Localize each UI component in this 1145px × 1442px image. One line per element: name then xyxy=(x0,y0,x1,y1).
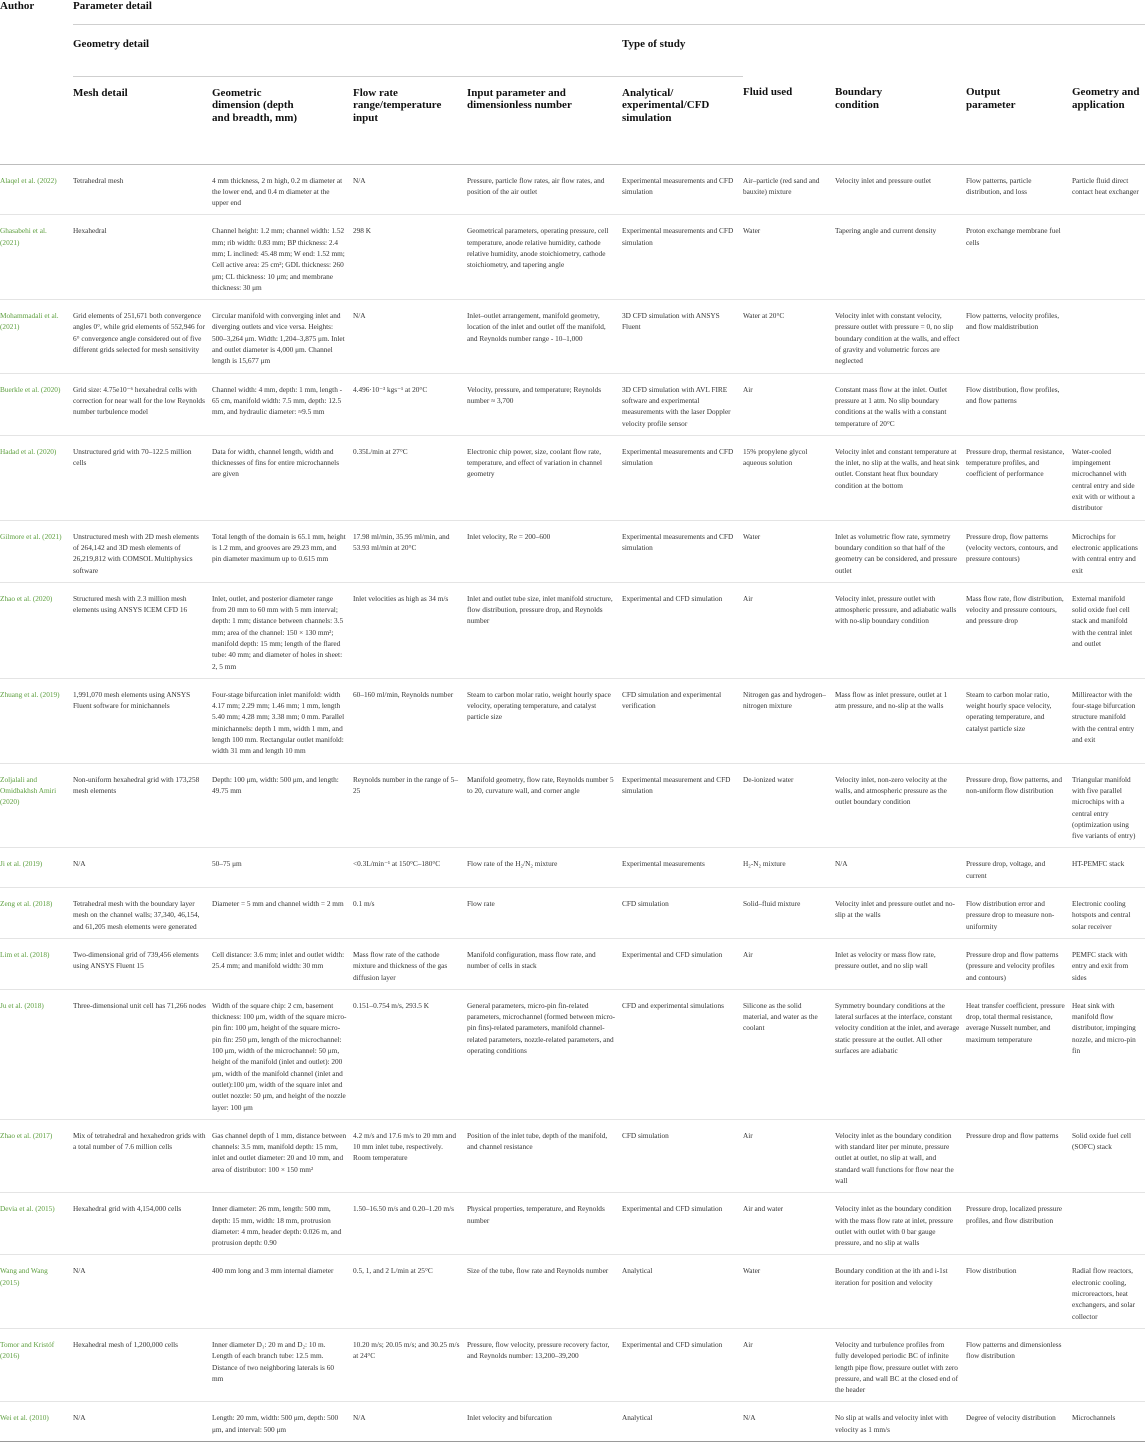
geometry-cell: Four-stage bifurcation inlet manifold: width 4.17 mm; 2.29 mm; 1.46 mm; 1 mm, length 5.40 mm; 4.28 mm; 3.38 mm; 0 mm. Parallel minichannels: depth 1 mm, width 1 mm, and length 100 mm. Rectangular outlet manifold: width 31 mm and length 10 mm xyxy=(212,678,353,763)
author-cell[interactable]: Ghasabehi et al. (2021) xyxy=(0,215,73,300)
fluid-cell: Air and water xyxy=(743,1193,835,1255)
boundary-condition-cell: Velocity inlet and pressure outlet and no-slip at the walls xyxy=(835,888,966,939)
mesh-cell: Grid size: 4.75e10⁻⁶ hexahedral cells with correction for near wall for the low Reynolds number turbulence model xyxy=(73,373,212,435)
table-row xyxy=(0,435,1145,520)
author-cell[interactable]: Mohammadali et al. (2021) xyxy=(0,300,73,373)
study-type-cell: CFD simulation and experimental verification xyxy=(622,678,743,763)
table-row xyxy=(0,300,1145,373)
boundary-condition-cell: Constant mass flow at the inlet. Outlet pressure at 1 atm. No slip boundary conditions at the walls with a constant temperature of 20°C xyxy=(835,373,966,435)
application-cell: Electronic cooling hotspots and central solar receiver xyxy=(1072,888,1145,939)
table-row xyxy=(0,582,1145,678)
study-type-cell: Experimental measurements and CFD simulation xyxy=(622,435,743,520)
geometry-cell: Inner diameter: 26 mm, length: 500 mm, depth: 15 mm, width: 18 mm, protrusion diameter: 4 mm, header depth: 0.026 m, and protrusion depth: 0.90 xyxy=(212,1193,353,1255)
geometry-cell: Width of the square chip: 2 cm, basement thickness: 100 μm, width of the square micro-pin fin: 100 μm, height of the square micro-pin fin: 250 μm, length of the microchannel: 100 μm, width of the microchannel: 50 μm, height of the manifold (inlet and outlet): 200 μm, width of the manifold channel (inlet and outlet):100 μm, width of the square inlet and outlet nozzle: 50 μm, and height of the nozzle layer: 100 μm xyxy=(212,989,353,1119)
fluid-cell: Water xyxy=(743,1255,835,1328)
flow-rate-cell: 298 K xyxy=(353,215,467,300)
output-cell: Pressure drop, thermal resistance, temperature profiles, and coefficient of performance xyxy=(966,435,1072,520)
flow-rate-cell: <0.3L/min⁻¹ at 150°C–180°C xyxy=(353,848,467,888)
output-cell: Pressure drop, flow patterns (velocity vectors, contours, and pressure contours) xyxy=(966,520,1072,582)
author-cell[interactable]: Zhao et al. (2020) xyxy=(0,582,73,678)
author-cell[interactable]: Zhuang et al. (2019) xyxy=(0,678,73,763)
study-type-cell: Experimental measurements and CFD simulation xyxy=(622,164,743,215)
fluid-cell: Air–particle (red sand and bauxite) mixture xyxy=(743,164,835,215)
output-cell: Pressure drop and flow patterns (pressure and velocity profiles and contours) xyxy=(966,938,1072,989)
table-row xyxy=(0,678,1145,763)
output-cell: Flow distribution xyxy=(966,1255,1072,1328)
output-cell: Flow distribution, flow profiles, and flow patterns xyxy=(966,373,1072,435)
table-row xyxy=(0,989,1145,1119)
fluid-cell: Solid–fluid mixture xyxy=(743,888,835,939)
col-header-boundary-condition: Boundary condition xyxy=(835,76,966,164)
input-parameter-cell: Manifold configuration, mass flow rate, and number of cells in stack xyxy=(467,938,622,989)
flow-rate-cell: 60–160 ml/min, Reynolds number xyxy=(353,678,467,763)
study-type-cell: Experimental measurements and CFD simulation xyxy=(622,520,743,582)
input-parameter-cell: Physical properties, temperature, and Reynolds number xyxy=(467,1193,622,1255)
col-header-output: Output parameter xyxy=(966,76,1072,164)
study-type-cell: Experimental and CFD simulation xyxy=(622,1328,743,1401)
geometry-cell: 50–75 μm xyxy=(212,848,353,888)
study-type-cell: CFD and experimental simulations xyxy=(622,989,743,1119)
input-parameter-cell: Pressure, flow velocity, pressure recovery factor, and Reynolds number: 13,200–39,200 xyxy=(467,1328,622,1401)
input-parameter-cell: Inlet–outlet arrangement, manifold geometry, location of the inlet and outlet off the manifold, and Reynolds number range - 10–1,000 xyxy=(467,300,622,373)
input-parameter-cell: Steam to carbon molar ratio, weight hourly space velocity, operating temperature, and catalyst particle size xyxy=(467,678,622,763)
mesh-cell: Tetrahedral mesh with the boundary layer mesh on the channel walls; 37,340, 46,154, and 61,205 mesh elements were generated xyxy=(73,888,212,939)
study-type-cell: Analytical xyxy=(622,1255,743,1328)
input-parameter-cell: Position of the inlet tube, depth of the manifold, and channel resistance xyxy=(467,1119,622,1192)
col-header-input-parameter: Input parameter and dimensionless number xyxy=(467,76,622,164)
mesh-cell: Mix of tetrahedral and hexahedron grids with a total number of 7.6 million cells xyxy=(73,1119,212,1192)
flow-rate-cell: 17.98 ml/min, 35.95 ml/min, and 53.93 ml/min at 20°C xyxy=(353,520,467,582)
fluid-cell: N/A xyxy=(743,1402,835,1442)
col-header-study-type: Analytical/ experimental/CFD simulation xyxy=(622,76,743,164)
fluid-cell: Air xyxy=(743,938,835,989)
application-cell: Millireactor with the four-stage bifurcation structure manifold with the central entry and exit xyxy=(1072,678,1145,763)
study-type-cell: Analytical xyxy=(622,1402,743,1442)
boundary-condition-cell: Velocity inlet as the boundary condition with the mass flow rate at inlet, pressure outlet with outlet with 0 bar gauge pressure, and no slip at walls xyxy=(835,1193,966,1255)
flow-rate-cell: 0.35L/min at 27°C xyxy=(353,435,467,520)
output-cell: Pressure drop, voltage, and current xyxy=(966,848,1072,888)
author-cell[interactable]: Hadad et al. (2020) xyxy=(0,435,73,520)
study-type-cell: Experimental and CFD simulation xyxy=(622,938,743,989)
study-type-cell: Experimental and CFD simulation xyxy=(622,582,743,678)
study-type-cell: Experimental measurements and CFD simulation xyxy=(622,215,743,300)
header-row-3 xyxy=(0,76,1145,164)
flow-rate-cell: 0.1 m/s xyxy=(353,888,467,939)
flow-rate-cell: N/A xyxy=(353,300,467,373)
author-cell[interactable]: Gilmore et al. (2021) xyxy=(0,520,73,582)
application-cell: Radial flow reactors, electronic cooling, microreactors, heat exchangers, and solar collector xyxy=(1072,1255,1145,1328)
mesh-cell: Hexahedral mesh of 1,200,000 cells xyxy=(73,1328,212,1401)
boundary-condition-cell: No slip at walls and velocity inlet with velocity as 1 mm/s xyxy=(835,1402,966,1442)
author-cell[interactable]: Zoljalali and Omidbakhsh Amiri (2020) xyxy=(0,763,73,848)
fluid-cell: Water xyxy=(743,520,835,582)
geometry-cell: Data for width, channel length, width and thicknesses of fins for entire microchannels are given xyxy=(212,435,353,520)
type-of-study-header: Type of study xyxy=(622,37,686,50)
parameter-detail-header: Parameter detail xyxy=(73,0,1145,24)
input-parameter-cell: Inlet and outlet tube size, inlet manifold structure, flow distribution, pressure drop, and Reynolds number xyxy=(467,582,622,678)
mesh-cell: Two-dimensional grid of 739,456 elements using ANSYS Fluent 15 xyxy=(73,938,212,989)
mesh-cell: Tetrahedral mesh xyxy=(73,164,212,215)
application-cell: PEMFC stack with entry and exit from sides xyxy=(1072,938,1145,989)
col-header-flow-rate: Flow rate range/temperature input xyxy=(353,76,467,164)
boundary-condition-cell: Velocity inlet, pressure outlet with atmospheric pressure, and adiabatic walls with no-slip boundary condition xyxy=(835,582,966,678)
fluid-cell: 15% propylene glycol aqueous solution xyxy=(743,435,835,520)
application-cell: Particle fluid direct contact heat exchanger xyxy=(1072,164,1145,215)
table-body xyxy=(0,164,1145,1442)
boundary-condition-cell: Inlet as volumetric flow rate, symmetry boundary condition so that half of the geometry can be considered, and pressure outlet xyxy=(835,520,966,582)
application-cell: Triangular manifold with five parallel microchips with a central entry (optimization using five variants of entry) xyxy=(1072,763,1145,848)
application-cell xyxy=(1072,373,1145,435)
fluid-cell: Air xyxy=(743,373,835,435)
boundary-condition-cell: Velocity inlet and pressure outlet xyxy=(835,164,966,215)
col-header-fluid: Fluid used xyxy=(743,76,835,164)
mesh-cell: N/A xyxy=(73,1255,212,1328)
header-row-2 xyxy=(0,24,1145,76)
input-parameter-cell: Electronic chip power, size, coolant flow rate, temperature, and effect of variation in channel geometry xyxy=(467,435,622,520)
table-row xyxy=(0,215,1145,300)
output-cell: Pressure drop and flow patterns xyxy=(966,1119,1072,1192)
flow-rate-cell: N/A xyxy=(353,1402,467,1442)
fluid-cell: H₂-N₂ mixture xyxy=(743,848,835,888)
application-cell: Water-cooled impingement microchannel with central entry and side exit with or without a distributor xyxy=(1072,435,1145,520)
study-type-cell: CFD simulation xyxy=(622,1119,743,1192)
author-header: Author xyxy=(0,0,35,12)
boundary-condition-cell: N/A xyxy=(835,848,966,888)
fluid-cell: De-ionized water xyxy=(743,763,835,848)
mesh-cell: N/A xyxy=(73,1402,212,1442)
study-type-cell: Experimental measurements xyxy=(622,848,743,888)
input-parameter-cell: Pressure, particle flow rates, air flow rates, and position of the air outlet xyxy=(467,164,622,215)
geometry-cell: Circular manifold with converging inlet and diverging outlets and vice versa. Heights: 500–3,264 μm. Width: 1,204–3,875 μm. Inlet and outlet diameter is 4,000 μm. Channel length is 15,677 μm xyxy=(212,300,353,373)
table-row xyxy=(0,1193,1145,1255)
mesh-cell: Non-uniform hexahedral grid with 173,258 mesh elements xyxy=(73,763,212,848)
table-row xyxy=(0,1328,1145,1401)
output-cell: Pressure drop, flow patterns, and non-uniform flow distribution xyxy=(966,763,1072,848)
mesh-cell: Unstructured mesh with 2D mesh elements of 264,142 and 3D mesh elements of 26,219,812 with COMSOL Multiphysics software xyxy=(73,520,212,582)
input-parameter-cell: Flow rate xyxy=(467,888,622,939)
table-row xyxy=(0,938,1145,989)
flow-rate-cell: Reynolds number in the range of 5–25 xyxy=(353,763,467,848)
output-cell: Flow patterns, velocity profiles, and flow maldistribution xyxy=(966,300,1072,373)
geometry-cell: 400 mm long and 3 mm internal diameter xyxy=(212,1255,353,1328)
mesh-cell: Hexahedral grid with 4,154,000 cells xyxy=(73,1193,212,1255)
col-header-mesh: Mesh detail xyxy=(73,76,212,164)
boundary-condition-cell: Tapering angle and current density xyxy=(835,215,966,300)
mesh-cell: Grid elements of 251,671 both convergence angles 0°, while grid elements of 552,946 for 6° convergence angle considered out of five different grids selected for mesh sensitivity xyxy=(73,300,212,373)
flow-rate-cell: Inlet velocities as high as 34 m/s xyxy=(353,582,467,678)
mesh-cell: Hexahedral xyxy=(73,215,212,300)
application-cell xyxy=(1072,1193,1145,1255)
application-cell: HT-PEMFC stack xyxy=(1072,848,1145,888)
geometry-cell: Gas channel depth of 1 mm, distance between channels: 3.5 mm, manifold depth: 15 mm, inlet and outlet diameter: 20 and 10 mm, and area of distributor: 100 × 150 mm² xyxy=(212,1119,353,1192)
flow-rate-cell: N/A xyxy=(353,164,467,215)
output-cell: Flow patterns, particle distribution, and loss xyxy=(966,164,1072,215)
application-cell: Heat sink with manifold flow distributor, impinging nozzle, and micro-pin fin xyxy=(1072,989,1145,1119)
table-row xyxy=(0,520,1145,582)
table-row xyxy=(0,373,1145,435)
fluid-cell: Air xyxy=(743,1328,835,1401)
author-cell[interactable]: Zeng et al. (2018) xyxy=(0,888,73,939)
mesh-cell: Unstructured grid with 70–122.5 million cells xyxy=(73,435,212,520)
output-cell: Degree of velocity distribution xyxy=(966,1402,1072,1442)
flow-rate-cell: 0.5, 1, and 2 L/min at 25°C xyxy=(353,1255,467,1328)
geometry-cell: Diameter = 5 mm and channel width = 2 mm xyxy=(212,888,353,939)
fluid-cell: Nitrogen gas and hydrogen–nitrogen mixture xyxy=(743,678,835,763)
flow-rate-cell: 1.50–16.50 m/s and 0.20–1.20 m/s xyxy=(353,1193,467,1255)
study-type-cell: Experimental measurement and CFD simulation xyxy=(622,763,743,848)
author-cell[interactable]: Tomor and Kristóf (2016) xyxy=(0,1328,73,1401)
author-cell[interactable]: Devia et al. (2015) xyxy=(0,1193,73,1255)
geometry-cell: Channel width: 4 mm, depth: 1 mm, length - 65 cm, manifold width: 7.5 mm, depth: 12.5 mm, and hydraulic diameter: ≈9.5 mm xyxy=(212,373,353,435)
geometry-detail-header: Geometry detail xyxy=(73,37,150,50)
application-cell: Solid oxide fuel cell (SOFC) stack xyxy=(1072,1119,1145,1192)
application-cell xyxy=(1072,300,1145,373)
output-cell: Heat transfer coefficient, pressure drop, total thermal resistance, average Nusselt number, and maximum temperature xyxy=(966,989,1072,1119)
boundary-condition-cell: Boundary condition at the ith and i-1st iteration for position and velocity xyxy=(835,1255,966,1328)
geometry-cell: Inlet, outlet, and posterior diameter range from 20 mm to 60 mm with 5 mm interval; depth: 1 mm; distance between channels: 3.5 mm; area of the channel: 150 × 130 mm²; manifold depth: 15 mm; length of the flared tube: 40 mm; and diameter of holes in sheet: 2, 5 mm xyxy=(212,582,353,678)
geometry-cell: Inner diameter D₁: 20 m and D₂: 10 m. Length of each branch tube: 12.5 mm. Distance of two neighboring laterals is 60 mm xyxy=(212,1328,353,1401)
output-cell: Pressure drop, localized pressure profiles, and flow distribution xyxy=(966,1193,1072,1255)
author-cell[interactable]: Wang and Wang (2015) xyxy=(0,1255,73,1328)
fluid-cell: Air xyxy=(743,1119,835,1192)
author-cell[interactable]: Zhao et al. (2017) xyxy=(0,1119,73,1192)
author-cell[interactable]: Wei et al. (2010) xyxy=(0,1402,73,1442)
output-cell: Steam to carbon molar ratio, weight hourly space velocity, operating temperature, and catalyst particle size xyxy=(966,678,1072,763)
input-parameter-cell: Velocity, pressure, and temperature; Reynolds number ≈ 3,700 xyxy=(467,373,622,435)
boundary-condition-cell: Velocity inlet with constant velocity, pressure outlet with pressure = 0, no slip boundary condition at the walls, and effect of gravity and volumetric forces are neglected xyxy=(835,300,966,373)
table-row xyxy=(0,1402,1145,1442)
fluid-cell: Silicone as the solid material, and water as the coolant xyxy=(743,989,835,1119)
study-type-cell: 3D CFD simulation with AVL FIRE software and experimental measurements with the laser Doppler velocity profile sensor xyxy=(622,373,743,435)
fluid-cell: Water at 20°C xyxy=(743,300,835,373)
output-cell: Flow distribution error and pressure drop to measure non-uniformity xyxy=(966,888,1072,939)
boundary-condition-cell: Inlet as velocity or mass flow rate, pressure outlet, and no slip wall xyxy=(835,938,966,989)
table-row xyxy=(0,164,1145,215)
flow-rate-cell: 0.151–0.754 m/s, 293.5 K xyxy=(353,989,467,1119)
input-parameter-cell: Inlet velocity, Re = 200–600 xyxy=(467,520,622,582)
boundary-condition-cell: Velocity inlet, non-zero velocity at the walls, and atmospheric pressure as the outlet boundary condition xyxy=(835,763,966,848)
input-parameter-cell: Geometrical parameters, operating pressure, cell temperature, anode relative humidity, cathode relative humidity, anode stoichiometry, cathode stoichiometry, and tapering angle xyxy=(467,215,622,300)
table-row xyxy=(0,1255,1145,1328)
table-row xyxy=(0,848,1145,888)
application-cell: Microchips for electronic applications with central entry and exit xyxy=(1072,520,1145,582)
mesh-cell: Structured mesh with 2.3 million mesh elements using ANSYS ICEM CFD 16 xyxy=(73,582,212,678)
boundary-condition-cell: Symmetry boundary conditions at the lateral surfaces at the interface, constant velocity condition at the inlet, and average static pressure at the outlet. All other surfaces are adiabatic xyxy=(835,989,966,1119)
mesh-cell: Three-dimensional unit cell has 71,266 nodes xyxy=(73,989,212,1119)
flow-rate-cell: 4.496·10⁻³ kgs⁻¹ at 20°C xyxy=(353,373,467,435)
flow-rate-cell: 4.2 m/s and 17.6 m/s to 20 mm and 10 mm inlet tube, respectively. Room temperature xyxy=(353,1119,467,1192)
fluid-cell: Air xyxy=(743,582,835,678)
input-parameter-cell: General parameters, micro-pin fin-related parameters, microchannel (formed between micro-pin fins)-related parameters, manifold channel-related parameters, nozzle-related parameters, and operating conditions xyxy=(467,989,622,1119)
output-cell: Flow patterns and dimensionless flow distribution xyxy=(966,1328,1072,1401)
geometry-cell: Length: 20 mm, width: 500 μm, depth: 500 μm, and interval: 500 μm xyxy=(212,1402,353,1442)
author-cell[interactable]: Ju et al. (2018) xyxy=(0,989,73,1119)
output-cell: Proton exchange membrane fuel cells xyxy=(966,215,1072,300)
application-cell xyxy=(1072,1328,1145,1401)
col-header-application: Geometry and application xyxy=(1072,76,1145,164)
table-row xyxy=(0,763,1145,848)
input-parameter-cell: Inlet velocity and bifurcation xyxy=(467,1402,622,1442)
boundary-condition-cell: Velocity inlet and constant temperature at the inlet, no slip at the walls, and heat sink outlet. Constant heat flux boundary condition at the bottom xyxy=(835,435,966,520)
output-cell: Mass flow rate, flow distribution, velocity and pressure contours, and pressure drop xyxy=(966,582,1072,678)
fluid-cell: Water xyxy=(743,215,835,300)
col-header-geometric-dimension: Geometric dimension (depth and breadth, mm) xyxy=(212,76,353,164)
input-parameter-cell: Size of the tube, flow rate and Reynolds number xyxy=(467,1255,622,1328)
geometry-cell: Channel height: 1.2 mm; channel width: 1.52 mm; rib width: 0.83 mm; BP thickness: 2.4 mm; L inclined: 45.48 mm; W end: 1.52 mm; Cell active area: 25 cm²; GDL thickness: 260 μm; CL thickness: 10 μm; and membrane thickness: 30 μm xyxy=(212,215,353,300)
study-type-cell: Experimental and CFD simulation xyxy=(622,1193,743,1255)
flow-rate-cell: Mass flow rate of the cathode mixture and thickness of the gas diffusion layer xyxy=(353,938,467,989)
author-cell[interactable]: Lim et al. (2018) xyxy=(0,938,73,989)
application-cell xyxy=(1072,215,1145,300)
header-row-1 xyxy=(0,0,1145,24)
author-cell[interactable]: Buerkle et al. (2020) xyxy=(0,373,73,435)
mesh-cell: 1,991,070 mesh elements using ANSYS Fluent software for minichannels xyxy=(73,678,212,763)
application-cell: Microchannels xyxy=(1072,1402,1145,1442)
geometry-cell: Cell distance: 3.6 mm; inlet and outlet width: 25.4 mm; and manifold width: 30 mm xyxy=(212,938,353,989)
mesh-cell: N/A xyxy=(73,848,212,888)
study-type-cell: 3D CFD simulation with ANSYS Fluent xyxy=(622,300,743,373)
study-type-cell: CFD simulation xyxy=(622,888,743,939)
table-row xyxy=(0,888,1145,939)
application-cell: External manifold solid oxide fuel cell stack and manifold with the central inlet and outlet xyxy=(1072,582,1145,678)
boundary-condition-cell: Mass flow as inlet pressure, outlet at 1 atm pressure, and no-slip at the walls xyxy=(835,678,966,763)
geometry-cell: Depth: 100 μm, width: 500 μm, and length: 49.75 mm xyxy=(212,763,353,848)
input-parameter-cell: Flow rate of the H₂/N₂ mixture xyxy=(467,848,622,888)
flow-rate-cell: 10.20 m/s; 20.05 m/s; and 30.25 m/s at 24°C xyxy=(353,1328,467,1401)
table-row xyxy=(0,1119,1145,1192)
geometry-cell: Total length of the domain is 65.1 mm, height is 1.2 mm, and grooves are 29.23 mm, and pin diameter maximum up to 0.615 mm xyxy=(212,520,353,582)
author-cell[interactable]: Alaqel et al. (2022) xyxy=(0,164,73,215)
boundary-condition-cell: Velocity inlet as the boundary condition with standard liter per minute, pressure outlet at outlet, no slip at wall, and standard wall functions for flow near the wall xyxy=(835,1119,966,1192)
input-parameter-cell: Manifold geometry, flow rate, Reynolds number 5 to 20, curvature wall, and corner angle xyxy=(467,763,622,848)
geometry-cell: 4 mm thickness, 2 m high, 0.2 m diameter at the lower end, and 0.4 m diameter at the upper end xyxy=(212,164,353,215)
boundary-condition-cell: Velocity and turbulence profiles from fully developed periodic BC of infinite length pipe flow, pressure outlet with zero pressure, and wall BC at the closed end of the header xyxy=(835,1328,966,1401)
author-cell[interactable]: Ji et al. (2019) xyxy=(0,848,73,888)
